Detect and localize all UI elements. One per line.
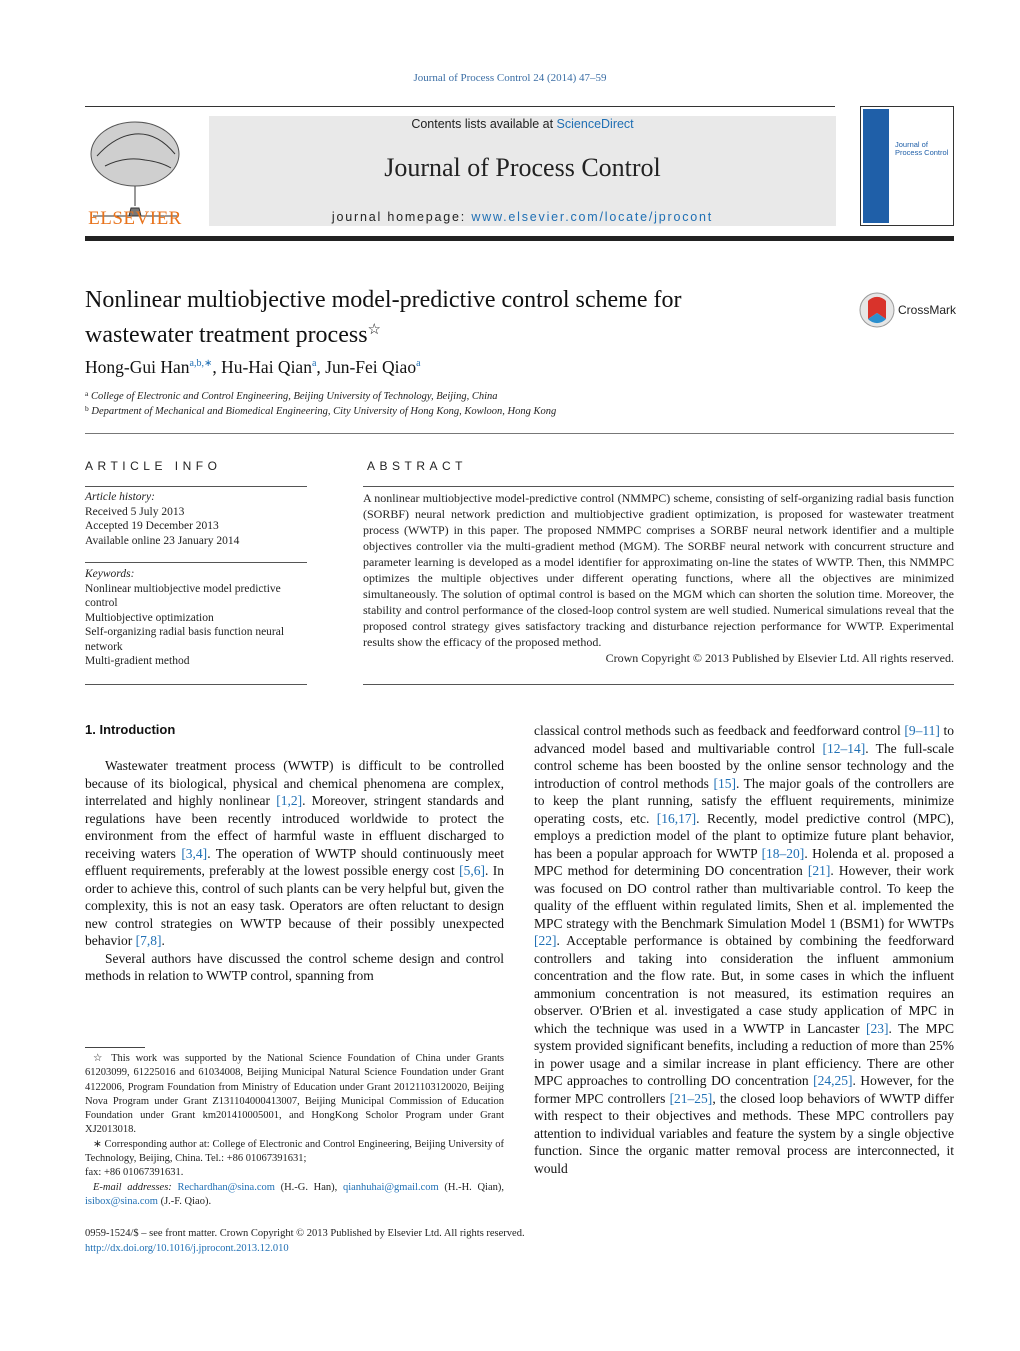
author-name[interactable]: Jun-Fei Qiao [325, 357, 417, 377]
doi-link[interactable]: http://dx.doi.org/10.1016/j.jprocont.2013.12.010 [85, 1243, 289, 1254]
citation-link[interactable]: [5,6] [459, 863, 486, 878]
header-thick-rule [85, 236, 954, 241]
paragraph: Several authors have discussed the control scheme design and control methods in relation to WWTP control, spanning from [85, 950, 504, 983]
history-accepted: Accepted 19 December 2013 [85, 520, 219, 532]
abstract-text: A nonlinear multiobjective model-predictive control (NMMPC) scheme, consisting of self-organizing radial basis function (SORBF) neural network prediction and multiobjective gradient optimization, is proposed for wastewater treatment process (WWTP) in this paper. The proposed NMMPC comprises a SORBF neural network identifier and a multiple objectives controller via the multi-gradient method (MGM). The SORBF neural network with concurrent structure and parameter learning is developed as a model identifier for approximating on-line the states of WWTP. Then, this NMMPC optimizes the multiple objectives under different operating functions, where all the objectives are minimized simultaneously. The solution of optimal control is based on the MGM which can shorten the solution time. Moreover, the stability and control performance of the closed-loop control system are well studied. Numerical simulations reveal that the proposed control strategy gives satisfactory tracking and disturbance rejection performance for WWTP. Experimental results show the efficacy of the proposed method. [363, 491, 954, 649]
cover-title: Journal of Process Control [895, 140, 949, 157]
author-name[interactable]: Hu-Hai Qian [221, 357, 312, 377]
keywords-label: Keywords: [85, 568, 135, 580]
fax-line: fax: +86 01067391631. [85, 1167, 184, 1179]
article-info-heading: ARTICLE INFO [85, 459, 222, 473]
paragraph: classical control methods such as feedback and feedforward control [9–11] to advanced model based and multivariable control [12–14]. The full-scale control scheme has been boosted by the online sensor technology and the introduction of control methods [15]. The major goals of the controllers are to keep the plant running, satisfy the effluent requirements, minimize operating costs, etc. [16,17]. Recently, model predictive control (MPC), employs a prediction model of the plant to optimize future plant behavior, has been a popular approach for WWTP [18–20]. Holenda et al. proposed a MPC method for determining DO concentration [21]. However, their work was focused on DO control rather than multivariable control. To keep the quality of the effluent within regulated limits, Shen et al. implemented the MPC strategy with the Benchmark Simulation Model 1 (BSM1) for WWTPs [22]. Acceptable performance is obtained by combining the feedforward controllers and taking into consideration the influent ammonium concentration and the flow rate. But, in some cases in which the influent ammonium concentration is not measured, its estimation requires an observer. O'Brien et al. investigated a case study application of MPC in which the technique was used in a WWTP in Lancaster [23]. The MPC system provided significant benefits, including a reduction of more than 25% in power usage and a similar increase in plant efficiency. There are other MPC approaches to controlling DO concentration [24,25]. However, for the former MPC controllers [21–25], the closed loop behaviors of WWTP differ with respect to their objectives and methods. These MPC controllers pay attention to individual variables and feature the system by a single objective function. Since the organic matter removal process are interconnected, it would [534, 723, 955, 1176]
footnotes [85, 1052, 504, 1209]
author-list: Hong-Gui Han$^{a,b,∗}$, Hu-Hai Qian$^a$, Jun-Fei Qiao$^a$ [85, 357, 421, 377]
contents-line [209, 117, 836, 131]
homepage-link[interactable]: www.elsevier.com/locate/jprocont [471, 210, 714, 224]
keywords [85, 567, 307, 669]
email-link[interactable]: Rechardhan@sina.com [177, 1181, 275, 1193]
homepage-prefix: journal homepage: [331, 210, 472, 224]
abstract-bottom-rule [363, 684, 954, 685]
corresponding-author-footnote: ∗ Corresponding author at: College of Electronic and Control Engineering, Beijing University of Technology, Beijing, China. Tel.: +86 01067391631; [85, 1138, 504, 1165]
affiliation-a: $^a$ College of Electronic and Control Engineering, Beijing University of Technology, Beijing, China [85, 389, 498, 402]
citation-link[interactable]: [21–25] [669, 1090, 713, 1106]
citation-link[interactable]: [16,17] [656, 810, 697, 826]
funding-footnote: ☆ This work was supported by the National Science Foundation of China under Grants 61203099, 61225016 and 61034008, Beijing Municipal Natural Science Foundation under Grant 4122006, Program Foundation from Ministry of Education under Grant 20121103120020, Beijing Nova Program under Grant Z131104000413007, Beijing Municipal Commission of Education Foundation under Grant km201410005001, and HongKong Scholor Program under Grant XJ2013018. [85, 1053, 504, 1136]
citation-link[interactable]: [3,4] [181, 845, 208, 861]
sciencedirect-link[interactable]: ScienceDirect [556, 117, 634, 131]
abstract-rule [363, 486, 954, 487]
article-info-bottom-rule [85, 684, 307, 685]
article-history [85, 490, 307, 548]
citation-link[interactable]: [12–14] [822, 740, 866, 756]
citation-link[interactable]: [1,2] [276, 793, 303, 808]
body-column-right [534, 722, 954, 1177]
section-heading-introduction: 1. Introduction [85, 722, 176, 737]
author-affiliation-mark[interactable]: a [416, 358, 421, 369]
journal-cover-thumbnail[interactable] [860, 106, 954, 226]
citation-link[interactable]: [24,25] [813, 1073, 853, 1088]
footnote-rule [85, 1047, 145, 1048]
body-column-left [85, 757, 504, 985]
affiliation-b: $^b$ Department of Mechanical and Biomedical Engineering, City University of Hong Kong, Kowloon, Hong Kong [85, 404, 557, 417]
citation-link[interactable]: [21] [807, 863, 831, 878]
journal-reference[interactable]: Journal of Process Control 24 (2014) 47–59 [413, 72, 607, 84]
homepage-line [209, 210, 836, 224]
keyword: Multi-gradient method [85, 655, 190, 667]
keyword: Self-organizing radial basis function neural network [85, 626, 285, 653]
journal-banner [209, 116, 836, 226]
issn-line: 0959-1524/$ – see front matter. Crown Copyright © 2013 Published by Elsevier Ltd. All rights reserved. [85, 1228, 525, 1239]
email-link[interactable]: isibox@sina.com [85, 1195, 158, 1207]
citation-link[interactable]: [22] [534, 933, 557, 948]
abstract-body [363, 490, 954, 666]
article-title: Nonlinear multiobjective model-predictive control scheme for wastewater treatment process☆ [85, 287, 682, 348]
keyword: Nonlinear multiobjective model predictive control [85, 582, 281, 609]
article-info-rule [85, 486, 307, 487]
email-link[interactable]: qianhuhai@gmail.com [342, 1181, 439, 1193]
citation-link[interactable]: [23] [866, 1020, 889, 1036]
email-footnote: E-mail addresses: Rechardhan@sina.com (H.-G. Han), qianhuhai@gmail.com (H.-H. Qian), isibox@sina.com (J.-F. Qiao). [85, 1181, 504, 1207]
citation-link[interactable]: [18–20] [761, 845, 805, 861]
keyword: Multiobjective optimization [85, 611, 214, 624]
abstract-copyright: Crown Copyright © 2013 Published by Elsevier Ltd. All rights reserved. [605, 651, 954, 665]
contents-prefix: Contents lists available at [411, 117, 557, 131]
cover-band [863, 109, 889, 223]
history-received: Received 5 July 2013 [85, 505, 185, 518]
history-online: Available online 23 January 2014 [85, 534, 240, 547]
abstract-heading: ABSTRACT [367, 459, 468, 473]
title-footnote-mark[interactable]: ☆ [367, 322, 381, 338]
history-label: Article history: [85, 491, 155, 503]
crossmark-label: CrossMark [898, 303, 957, 317]
keywords-rule [85, 562, 307, 563]
meta-rule [85, 433, 954, 434]
top-rule [85, 106, 835, 107]
author-name[interactable]: Hong-Gui Han [85, 357, 190, 377]
citation-link[interactable]: [15] [713, 775, 736, 791]
author-affiliation-mark[interactable]: a [311, 358, 317, 369]
paragraph: Wastewater treatment process (WWTP) is difficult to be controlled because of its biological, physical and chemical phenomena are complex, interrelated and highly nonlinear [1,2]. Moreover, stringent standards and regulations have been recently introduced worldwide to protect the environment from the effect of harmful waste in effluent discharged to receiving waters [3,4]. The operation of WWTP should continuously meet effluent requirements, preferably at the lowest possible energy cost [5,6]. In order to achieve this, control of such plants can be very helpful but, given the complexity, this is not an easy task. Operators are often reluctant to design new control strategies on WWTP because of their possibly unexpected behavior [7,8]. [85, 758, 505, 948]
citation-link[interactable]: [9–11] [904, 723, 940, 738]
journal-title: Journal of Process Control [384, 153, 661, 182]
citation-link[interactable]: [7,8] [135, 933, 162, 948]
elsevier-wordmark: ELSEVIER [88, 208, 182, 229]
author-affiliation-mark[interactable]: a,b,∗ [189, 358, 213, 369]
bottom-info [85, 1226, 525, 1256]
